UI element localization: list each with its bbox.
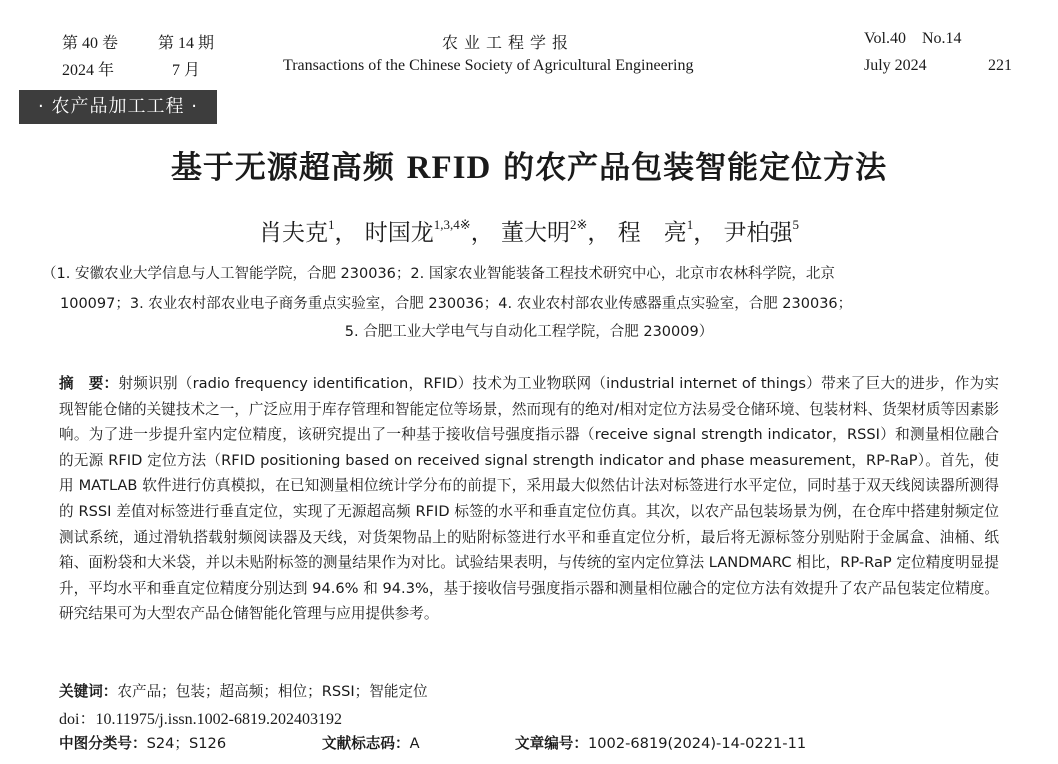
- header-journal-cn: 农 业 工 程 学 报: [442, 35, 570, 52]
- author-affiliation-mark: 2※: [570, 217, 588, 232]
- header-date-en: July 2024: [864, 57, 927, 74]
- author-list: 肖夫克$^1$， 时国龙$^{1,3,4※}$， 董大明$^{2※}$， 程 亮$^1$， 尹柏强$^5$: [258, 217, 800, 246]
- keywords: [59, 680, 428, 701]
- clc-number: [59, 732, 226, 753]
- title-part2: RFID: [406, 150, 492, 186]
- author-name: 董大明: [501, 220, 570, 246]
- header-journal-en: Transactions of the Chinese Society of Agricultural Engineering: [283, 57, 694, 74]
- clc-label: 中图分类号：: [59, 735, 147, 752]
- section-tag: · 农产品加工工程 ·: [19, 90, 217, 124]
- document-code: [322, 732, 420, 753]
- abstract: [59, 371, 999, 627]
- author-name: 肖夫克: [258, 220, 328, 246]
- author-name: 尹柏强: [723, 220, 793, 246]
- author-name: 时国龙: [364, 220, 434, 246]
- header-volume: 第 40 卷: [62, 35, 119, 52]
- keywords-label: 关键词：: [59, 683, 118, 700]
- title-part3: 的农产品包装智能定位方法: [491, 150, 888, 186]
- author-affiliation-mark: 1: [327, 217, 335, 232]
- header-month: 7 月: [172, 62, 201, 79]
- header-year: 2024 年: [62, 62, 115, 79]
- author-affiliation-mark: 1,3,4※: [433, 217, 471, 232]
- header-vol-no: Vol.40 No.14: [864, 30, 962, 47]
- abstract-label: 摘 要：: [59, 375, 119, 392]
- title-part1: 基于无源超高频: [170, 150, 407, 186]
- abstract-text: 射频识别（radio frequency identification，RFID）技术为工业物联网（industrial internet of things）带来了巨大的进步，作为实现智能仓储的关键技术之一，广泛应用于库存管理和智能定位等场景，然而现有的绝对/相对定位方法易受仓储环境、包装材料、货架材质等因素影响。为了进一步提升室内定位精度，该研究提出了一种基于接收信号强度指示器（receive signal strength indicator，RSSI）和测量相位融合的无源 RFID 定位方法（RFID positioning based on received signal strength indicator and phase measurement，RP-RaP）。首先，使用 MATLAB 软件进行仿真模拟，在已知测量相位统计学分布的前提下，采用最大似然估计法对标签进行水平定位，同时基于双天线阅读器所测得的 RSSI 差值对标签进行垂直定位，实现了无源超高频 RFID 标签的水平和垂直定位仿真。其次，以农产品包装场景为例，在仓库中搭建射频定位测试系统，通过滑轨搭载射频阅读器及天线，对货架物品上的贴附标签进行水平和垂直定位分析，最后将无源标签分别贴附于金属盒、油桶、纸箱、面粉袋和大米袋，并以未贴附标签的测量结果作为对比。试验结果表明，与传统的室内定位算法 LANDMARC 相比，RP-RaP 定位精度明显提升，平均水平和垂直定位精度分别达到 94.6% 和 94.3%，基于接收信号强度指示器和测量相位融合的定位方法有效提升了农产品包装定位精度。研究结果可为大型农产品仓储智能化管理与应用提供参考。: [59, 375, 999, 623]
- affiliation-line-2: 100097；3. 农业农村部农业电子商务重点实验室，合肥 230036；4. 农业农村部农业传感器重点实验室，合肥 230036；: [60, 296, 853, 312]
- doi: doi：10.11975/j.issn.1002-6819.202403192: [59, 711, 342, 728]
- affiliation-line-3: 5. 合肥工业大学电气与自动化工程学院，合肥 230009）: [344, 324, 714, 340]
- keywords-text: 农产品；包装；超高频；相位；RSSI；智能定位: [117, 683, 428, 700]
- article-title: [0, 142, 1058, 187]
- document-code-label: 文献标志码：: [322, 735, 410, 752]
- article-number-value: 1002-6819(2024)-14-0221-11: [587, 735, 807, 752]
- affiliation-line-1: （1. 安徽农业大学信息与人工智能学院，合肥 230036；2. 国家农业智能装备工程技术研究中心，北京市农林科学院，北京: [42, 266, 835, 282]
- document-code-value: A: [409, 735, 420, 752]
- article-number-label: 文章编号：: [515, 735, 588, 752]
- author-affiliation-mark: 5: [792, 217, 800, 232]
- article-number: [515, 732, 806, 753]
- header-page-number: 221: [988, 57, 1012, 74]
- header-issue: 第 14 期: [158, 35, 215, 52]
- author-affiliation-mark: 1: [686, 217, 694, 232]
- clc-value: S24；S126: [146, 735, 227, 752]
- author-name: 程 亮: [617, 220, 687, 246]
